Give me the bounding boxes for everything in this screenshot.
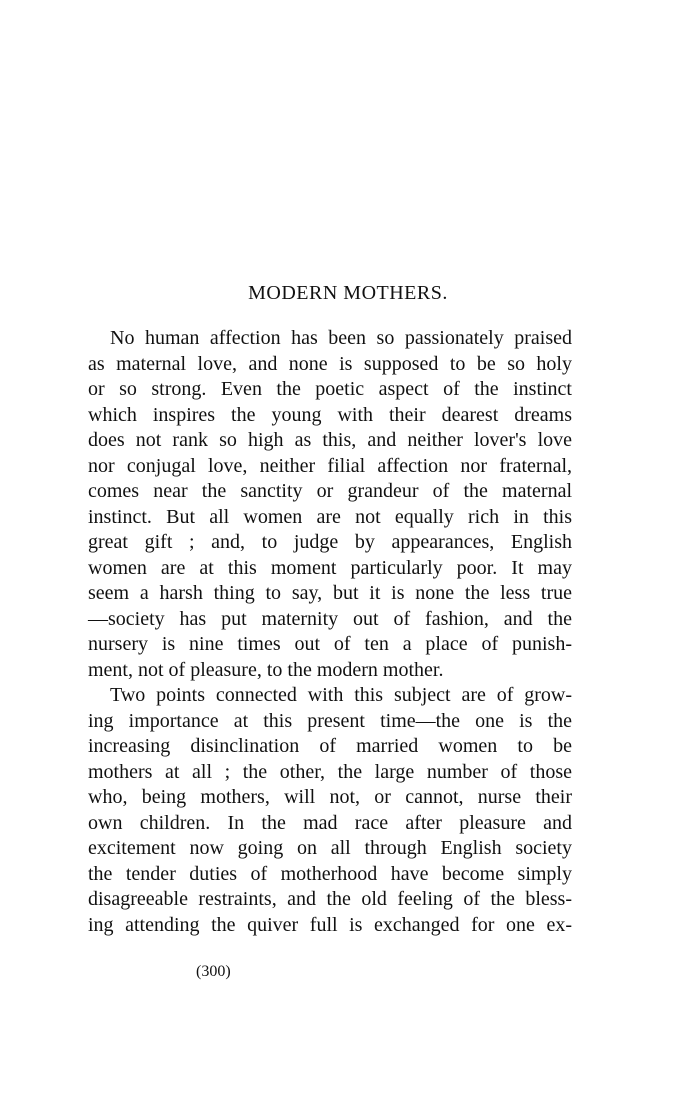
- text-line: increasing disinclination of married women to be: [88, 735, 572, 757]
- chapter-title: MODERN MOTHERS.: [248, 282, 448, 304]
- text-line: ment, not of pleasure, to the modern mother.: [88, 658, 444, 681]
- text-line: who, being mothers, will not, or cannot, nurse their: [88, 786, 572, 808]
- paragraph-2: [88, 683, 572, 938]
- text-line: own children. In the mad race after pleasure and: [88, 811, 572, 834]
- text-line: —society has put maternity out of fashion, and the: [88, 607, 572, 630]
- body-text: [88, 326, 572, 938]
- text-line: as maternal love, and none is supposed to be so holy: [88, 352, 572, 375]
- text-line: excitement now going on all through English society: [88, 837, 572, 859]
- text-line: great gift ; and, to judge by appearances, English: [88, 531, 572, 553]
- text-line: disagreeable restraints, and the old feeling of the bless-: [88, 888, 572, 910]
- text-line: seem a harsh thing to say, but it is none the less true: [88, 582, 572, 604]
- text-line: women are at this moment particularly poor. It may: [88, 556, 572, 579]
- text-line: does not rank so high as this, and neither lover's love: [88, 429, 572, 451]
- text-line: or so strong. Even the poetic aspect of the instinct: [88, 378, 572, 400]
- text-line: ing importance at this present time—the one is the: [88, 709, 572, 732]
- text-line: Two points connected with this subject are of grow-: [110, 684, 572, 706]
- text-line: No human affection has been so passionately praised: [110, 327, 572, 349]
- text-line: mothers at all ; the other, the large number of those: [88, 760, 572, 783]
- paragraph-1: [88, 326, 572, 683]
- text-line: nursery is nine times out of ten a place of punish-: [88, 633, 572, 655]
- text-line: which inspires the young with their dearest dreams: [88, 403, 572, 426]
- text-line: instinct. But all women are not equally rich in this: [88, 505, 572, 528]
- page-number: (300): [196, 963, 231, 980]
- text-line: comes near the sanctity or grandeur of the maternal: [88, 480, 572, 502]
- text-line: the tender duties of motherhood have become simply: [88, 862, 572, 885]
- text-line: ing attending the quiver full is exchanged for one ex-: [88, 913, 572, 936]
- text-line: nor conjugal love, neither filial affection nor fraternal,: [88, 454, 572, 477]
